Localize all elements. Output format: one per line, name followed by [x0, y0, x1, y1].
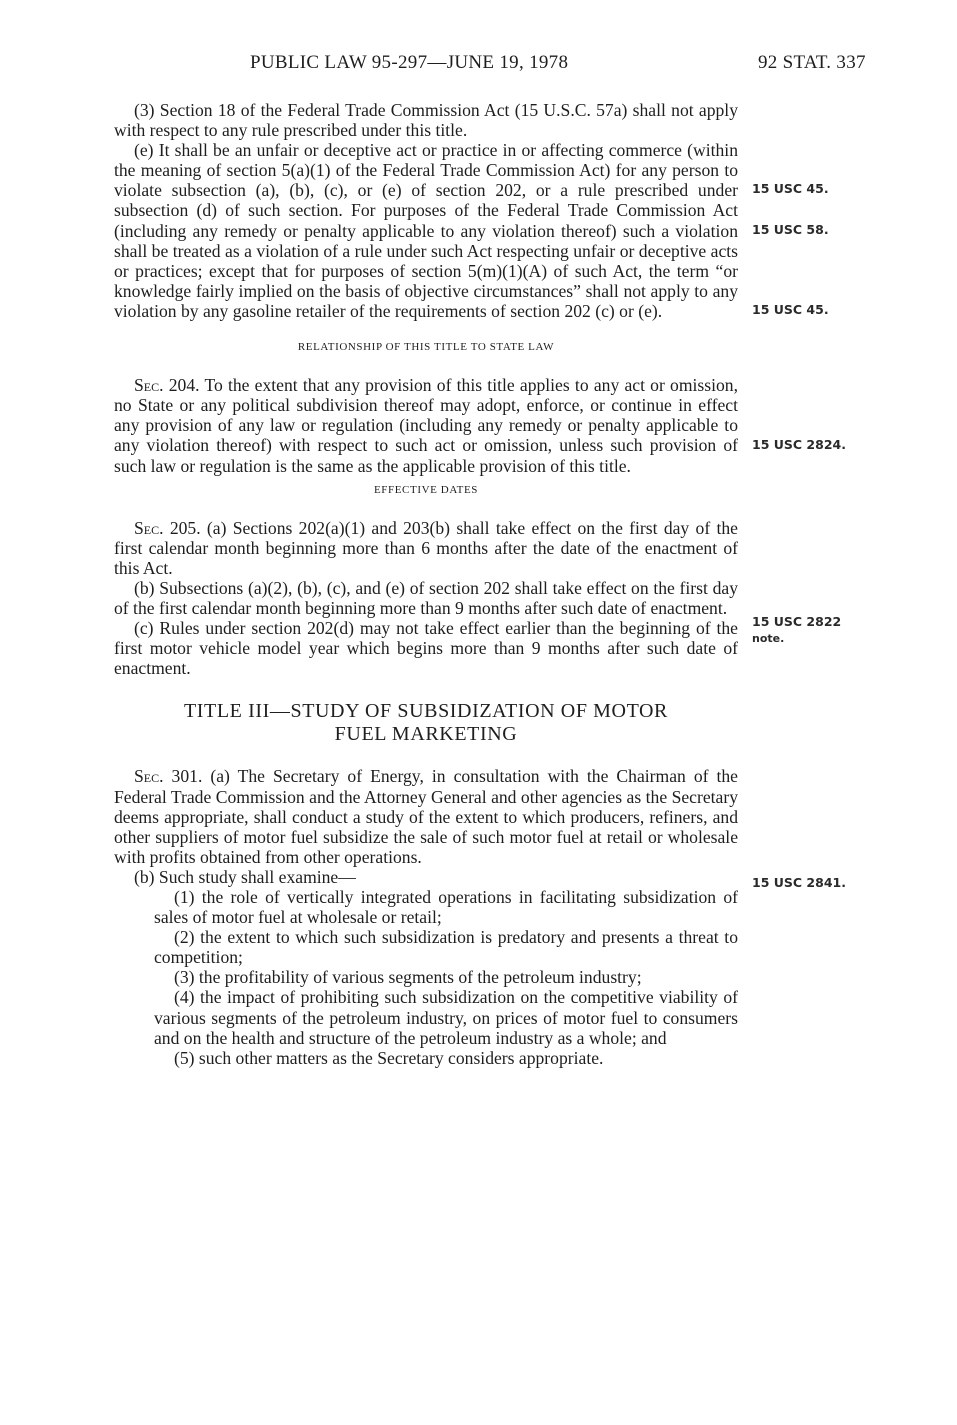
margin-note-usc-45-b: 15 USC 45. [752, 302, 829, 317]
margin-note-usc-2824: 15 USC 2824. [752, 437, 846, 452]
section-301a-text: 301. (a) The Secretary of Energy, in consultation with the Chairman of the Federal Trade Commission and the Attorney General and other agencies as the Secretary deems appropriate, shall conduct a study of the extent to which producers, refiners, and other suppliers of motor fuel subsidize the sale of such motor fuel at retail or wholesale with profits obtained from other operations. [114, 766, 738, 867]
margin-note-usc-58: 15 USC 58. [752, 222, 829, 237]
section-301a [114, 766, 738, 866]
list-item-3: (3) the profitability of various segments of the petroleum industry; [174, 967, 642, 988]
body-text [114, 100, 738, 1068]
sec-label: Sec. [134, 375, 164, 396]
section-heading-205: EFFECTIVE DATES [373, 483, 479, 496]
list-item-2: (2) the extent to which such subsidization is predatory and presents a threat to competition; [154, 927, 738, 968]
section-205a [114, 518, 738, 578]
paragraph-e: (e) It shall be an unfair or deceptive act or practice in or affecting commerce (within the meaning of section 5(a)(1) of the Federal Trade Commission Act) for any person to violate subsection (a), (b), (c), or (e) of section 202, or a rule prescribed under subsection (d) of such section. For purposes of the Federal Trade Commission Act (including any remedy or penalty applicable to any violation thereof) such a violation shall be treated as a violation of a rule under such Act respecting unfair or deceptive acts or practices; except that for purposes of section 5(m)(1)(A) of such Act, the term “or knowledge fairly implied on the basis of objective circumstances” shall not apply to any violation by any gasoline retailer of the requirements of section 202 (c) or (e). [114, 140, 738, 321]
section-204 [114, 375, 738, 475]
section-heading-204: RELATIONSHIP OF THIS TITLE TO STATE LAW [297, 341, 555, 354]
sec-label: Sec. [134, 517, 164, 538]
margin-note-note: note. [752, 632, 785, 645]
section-205c: (c) Rules under section 202(d) may not take effect earlier than the beginning of the first motor vehicle model year which begins more than 9 months after such date of enactment. [114, 618, 738, 679]
section-205a-text: 205. (a) Sections 202(a)(1) and 203(b) shall take effect on the first day of the first calendar month beginning more than 6 months after the date of the enactment of this Act. [114, 517, 738, 578]
title-heading [114, 700, 738, 746]
margin-note-usc-45: 15 USC 45. [752, 181, 829, 196]
running-header-page: 92 STAT. 337 [758, 52, 866, 73]
list-item-5: (5) such other matters as the Secretary considers appropriate. [174, 1047, 604, 1068]
section-205b: (b) Subsections (a)(2), (b), (c), and (e) of section 202 shall take effect on the first day of the first calendar month beginning more than 9 months after such date of enactment. [114, 577, 738, 619]
list-item-4: (4) the impact of prohibiting such subsidization on the competitive viability of various segments of the petroleum industry, on prices of motor fuel to consumers and on the health and structure of the petroleum industry as a whole; and [154, 987, 738, 1048]
margin-note-usc-2822: 15 USC 2822 [752, 614, 842, 629]
sec-label: Sec. [134, 766, 164, 787]
running-header-title: PUBLIC LAW 95-297—JUNE 19, 1978 [250, 52, 569, 73]
section-301b: (b) Such study shall examine— [134, 866, 356, 887]
list-item-1: (1) the role of vertically integrated operations in facilitating subsidization of sales of motor fuel at wholesale or retail; [154, 887, 738, 928]
margin-note-usc-2841: 15 USC 2841. [752, 875, 846, 890]
section-204-text: 204. To the extent that any provision of this title applies to any act or omission, no State or any political subdivision thereof may adopt, enforce, or continue in effect any provision of any law or regulation (including any remedy or penalty applicable to any violation thereof) with respect to such act or omission, unless such provision of such law or regulation is the same as the applicable provision of this title. [114, 375, 738, 476]
title-heading-line-2: FUEL MARKETING [334, 723, 518, 746]
paragraph-3: (3) Section 18 of the Federal Trade Commission Act (15 U.S.C. 57a) shall not apply with respect to any rule prescribed under this title. [114, 100, 738, 141]
title-heading-line-1: TITLE III—STUDY OF SUBSIDIZATION OF MOTOR [183, 700, 669, 723]
